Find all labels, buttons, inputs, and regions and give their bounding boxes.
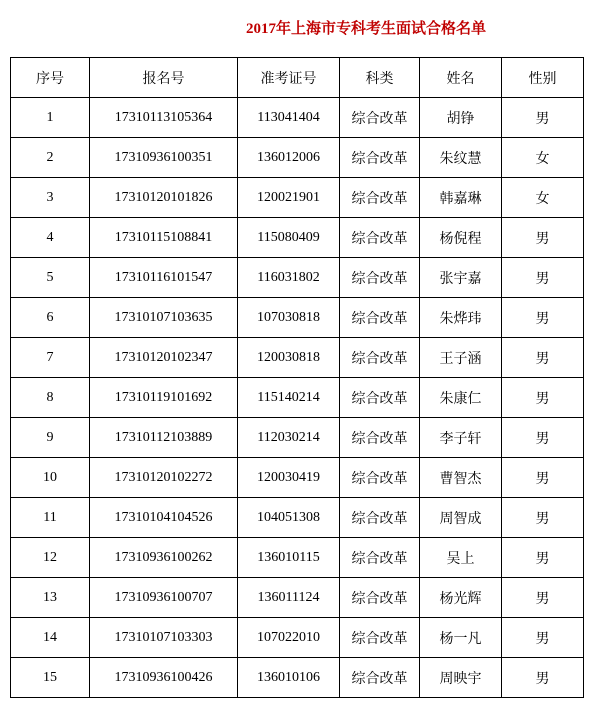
table-row — [11, 298, 584, 338]
cell-gender: 男 — [502, 98, 584, 138]
cell-reg-no: 17310116101547 — [90, 258, 238, 298]
cell-name: 周映宇 — [420, 658, 502, 698]
cell-exam-no: 120030818 — [238, 338, 340, 378]
cell-gender: 男 — [502, 458, 584, 498]
cell-category: 综合改革 — [340, 258, 420, 298]
cell-seq: 12 — [11, 538, 90, 578]
cell-name: 吴上 — [420, 538, 502, 578]
table-row — [11, 458, 584, 498]
cell-gender: 男 — [502, 298, 584, 338]
roster-body — [11, 98, 584, 698]
cell-name: 张宇嘉 — [420, 258, 502, 298]
header-name: 姓名 — [420, 58, 502, 98]
cell-category: 综合改革 — [340, 298, 420, 338]
cell-gender: 男 — [502, 218, 584, 258]
cell-seq: 5 — [11, 258, 90, 298]
cell-name: 杨一凡 — [420, 618, 502, 658]
cell-name: 王子涵 — [420, 338, 502, 378]
cell-reg-no: 17310107103303 — [90, 618, 238, 658]
cell-seq: 14 — [11, 618, 90, 658]
cell-gender: 女 — [502, 178, 584, 218]
cell-seq: 7 — [11, 338, 90, 378]
cell-exam-no: 136012006 — [238, 138, 340, 178]
cell-gender: 男 — [502, 618, 584, 658]
cell-reg-no: 17310120102272 — [90, 458, 238, 498]
cell-category: 综合改革 — [340, 578, 420, 618]
cell-seq: 2 — [11, 138, 90, 178]
cell-category: 综合改革 — [340, 498, 420, 538]
cell-exam-no: 115140214 — [238, 378, 340, 418]
cell-reg-no: 17310115108841 — [90, 218, 238, 258]
table-row — [11, 658, 584, 698]
cell-name: 周智成 — [420, 498, 502, 538]
cell-seq: 4 — [11, 218, 90, 258]
table-row — [11, 98, 584, 138]
cell-exam-no: 107030818 — [238, 298, 340, 338]
cell-category: 综合改革 — [340, 338, 420, 378]
cell-exam-no: 136010106 — [238, 658, 340, 698]
table-row — [11, 418, 584, 458]
cell-exam-no: 115080409 — [238, 218, 340, 258]
cell-name: 朱烨玮 — [420, 298, 502, 338]
cell-reg-no: 17310112103889 — [90, 418, 238, 458]
cell-category: 综合改革 — [340, 418, 420, 458]
cell-seq: 9 — [11, 418, 90, 458]
cell-seq: 11 — [11, 498, 90, 538]
cell-seq: 8 — [11, 378, 90, 418]
cell-category: 综合改革 — [340, 98, 420, 138]
cell-category: 综合改革 — [340, 178, 420, 218]
cell-name: 朱纹慧 — [420, 138, 502, 178]
cell-gender: 男 — [502, 418, 584, 458]
cell-category: 综合改革 — [340, 618, 420, 658]
table-row — [11, 138, 584, 178]
cell-name: 胡铮 — [420, 98, 502, 138]
table-row — [11, 258, 584, 298]
cell-reg-no: 17310107103635 — [90, 298, 238, 338]
cell-name: 李子轩 — [420, 418, 502, 458]
table-row — [11, 538, 584, 578]
table-row — [11, 618, 584, 658]
header-exam-no: 准考证号 — [238, 58, 340, 98]
cell-gender: 男 — [502, 378, 584, 418]
cell-exam-no: 120021901 — [238, 178, 340, 218]
cell-gender: 女 — [502, 138, 584, 178]
roster-table — [10, 57, 584, 698]
header-row — [11, 58, 584, 98]
page-title: 2017年上海市专科考生面试合格名单 — [245, 21, 486, 37]
cell-reg-no: 17310936100262 — [90, 538, 238, 578]
table-row — [11, 378, 584, 418]
cell-exam-no: 113041404 — [238, 98, 340, 138]
table-row — [11, 178, 584, 218]
table-row — [11, 338, 584, 378]
cell-reg-no: 17310113105364 — [90, 98, 238, 138]
cell-gender: 男 — [502, 578, 584, 618]
cell-gender: 男 — [502, 338, 584, 378]
cell-reg-no: 17310936100707 — [90, 578, 238, 618]
cell-gender: 男 — [502, 258, 584, 298]
cell-name: 韩嘉琳 — [420, 178, 502, 218]
cell-reg-no: 17310936100426 — [90, 658, 238, 698]
cell-exam-no: 116031802 — [238, 258, 340, 298]
table-row — [11, 498, 584, 538]
cell-gender: 男 — [502, 498, 584, 538]
cell-exam-no: 104051308 — [238, 498, 340, 538]
cell-seq: 6 — [11, 298, 90, 338]
cell-seq: 13 — [11, 578, 90, 618]
cell-gender: 男 — [502, 658, 584, 698]
cell-name: 朱康仁 — [420, 378, 502, 418]
cell-reg-no: 17310936100351 — [90, 138, 238, 178]
cell-seq: 10 — [11, 458, 90, 498]
cell-seq: 3 — [11, 178, 90, 218]
cell-reg-no: 17310120102347 — [90, 338, 238, 378]
cell-seq: 15 — [11, 658, 90, 698]
cell-exam-no: 120030419 — [238, 458, 340, 498]
cell-seq: 1 — [11, 98, 90, 138]
cell-category: 综合改革 — [340, 658, 420, 698]
header-reg-no: 报名号 — [90, 58, 238, 98]
cell-name: 曹智杰 — [420, 458, 502, 498]
header-gender: 性别 — [502, 58, 584, 98]
cell-category: 综合改革 — [340, 138, 420, 178]
cell-name: 杨倪程 — [420, 218, 502, 258]
cell-reg-no: 17310104104526 — [90, 498, 238, 538]
cell-gender: 男 — [502, 538, 584, 578]
table-row — [11, 218, 584, 258]
header-seq: 序号 — [11, 58, 90, 98]
cell-exam-no: 112030214 — [238, 418, 340, 458]
table-row — [11, 578, 584, 618]
cell-category: 综合改革 — [340, 538, 420, 578]
cell-exam-no: 107022010 — [238, 618, 340, 658]
cell-exam-no: 136011124 — [238, 578, 340, 618]
cell-category: 综合改革 — [340, 218, 420, 258]
header-category: 科类 — [340, 58, 420, 98]
cell-reg-no: 17310119101692 — [90, 378, 238, 418]
cell-reg-no: 17310120101826 — [90, 178, 238, 218]
cell-category: 综合改革 — [340, 378, 420, 418]
cell-name: 杨光辉 — [420, 578, 502, 618]
cell-exam-no: 136010115 — [238, 538, 340, 578]
cell-category: 综合改革 — [340, 458, 420, 498]
